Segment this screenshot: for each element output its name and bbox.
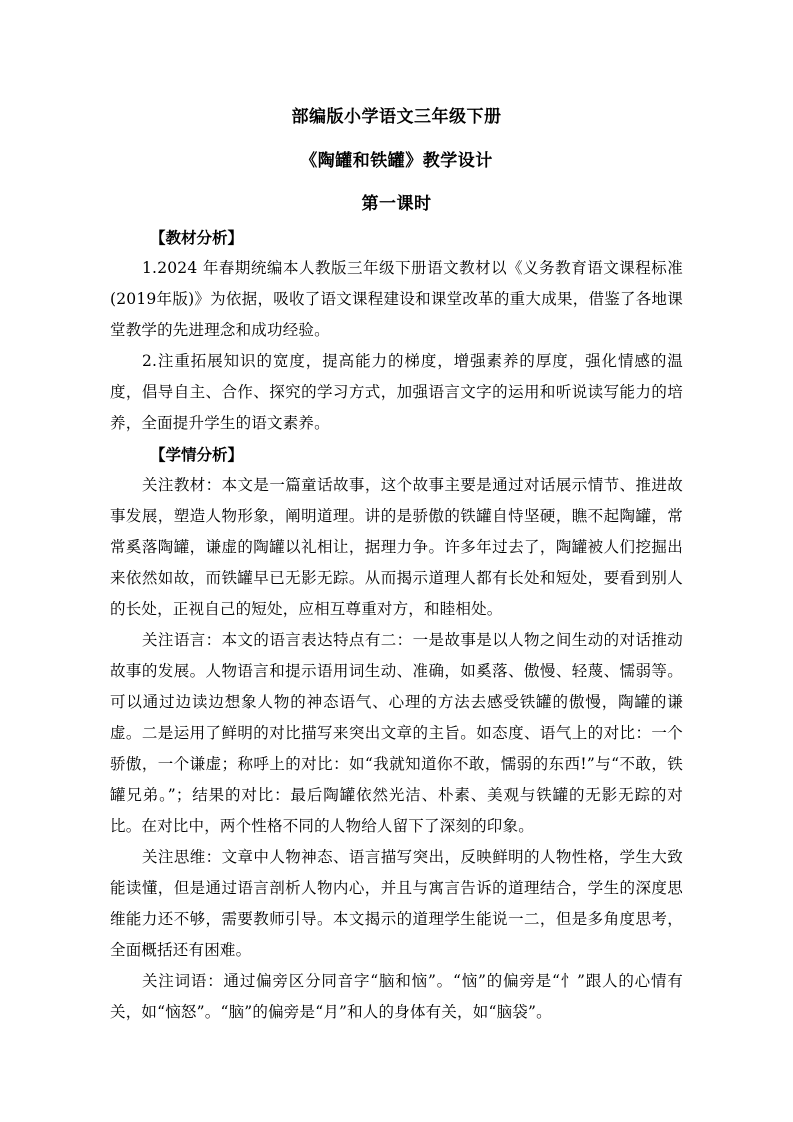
paragraph: 关注词语：通过偏旁区分同音字“脑和恼”。“恼”的偏旁是“忄”跟人的心情有关，如“恼怒”。“脑”的偏旁是“月”和人的身体有关，如“脑袋”。 <box>110 972 683 1021</box>
paragraph: 1.2024 年春期统编本人教版三年级下册语文教材以《义务教育语文课程标准(2019年版)》为依据，吸收了语文课程建设和课堂改革的重大成果，借鉴了各地课堂教学的先进理念和成功经验。 <box>110 259 683 339</box>
document-title-session: 第一课时 <box>361 194 432 214</box>
paragraph: 关注教材：本文是一篇童话故事，这个故事主要是通过对话展示情节、推进故事发展，塑造人物形象，阐明道理。讲的是骄傲的铁罐自恃坚硬，瞧不起陶罐，常常奚落陶罐，谦虚的陶罐以礼相让，据理力争。许多年过去了，陶罐被人们挖掘出来依然如故，而铁罐早已无影无踪。从而揭示道理人都有长处和短处，要看到别人的长处，正视自己的短处，应相互尊重对方，和睦相处。 <box>110 476 683 618</box>
document-title-lesson: 《陶罐和铁罐》教学设计 <box>300 151 493 171</box>
paragraph: 2.注重拓展知识的宽度，提高能力的梯度，增强素养的厚度，强化情感的温度，倡导自主、合作、探究的学习方式，加强语言文字的运用和听说读写能力的培养，全面提升学生的语文素养。 <box>110 352 683 432</box>
section-textbook-analysis <box>110 223 683 439</box>
document-title-series: 部编版小学语文三年级下册 <box>291 107 502 127</box>
section-student-analysis <box>110 440 683 1028</box>
paragraph: 关注思维：文章中人物神态、语言描写突出，反映鲜明的人物性格，学生大致能读懂，但是通过语言剖析人物内心，并且与寓言告诉的道理结合，学生的深度思维能力还不够，需要教师引导。本文揭示的道理学生能说一二，但是多角度思考，全面概括还有困难。 <box>110 848 683 959</box>
section-heading: 【学情分析】 <box>150 445 244 464</box>
section-heading: 【教材分析】 <box>150 228 244 247</box>
paragraph: 关注语言：本文的语言表达特点有二：一是故事是以人物之间生动的对话推动故事的发展。人物语言和提示语用词生动、准确，如奚落、傲慢、轻蔑、懦弱等。可以通过边读边想象人物的神态语气、心理的方法去感受铁罐的傲慢，陶罐的谦虚。二是运用了鲜明的对比描写来突出文章的主旨。如态度、语气上的对比：一个骄傲，一个谦虚；称呼上的对比：如“我就知道你不敢，懦弱的东西!”与“不敢，铁罐兄弟。”；结果的对比：最后陶罐依然光洁、朴素、美观与铁罐的无影无踪的对比。在对比中，两个性格不同的人物给人留下了深刻的印象。 <box>110 631 683 835</box>
